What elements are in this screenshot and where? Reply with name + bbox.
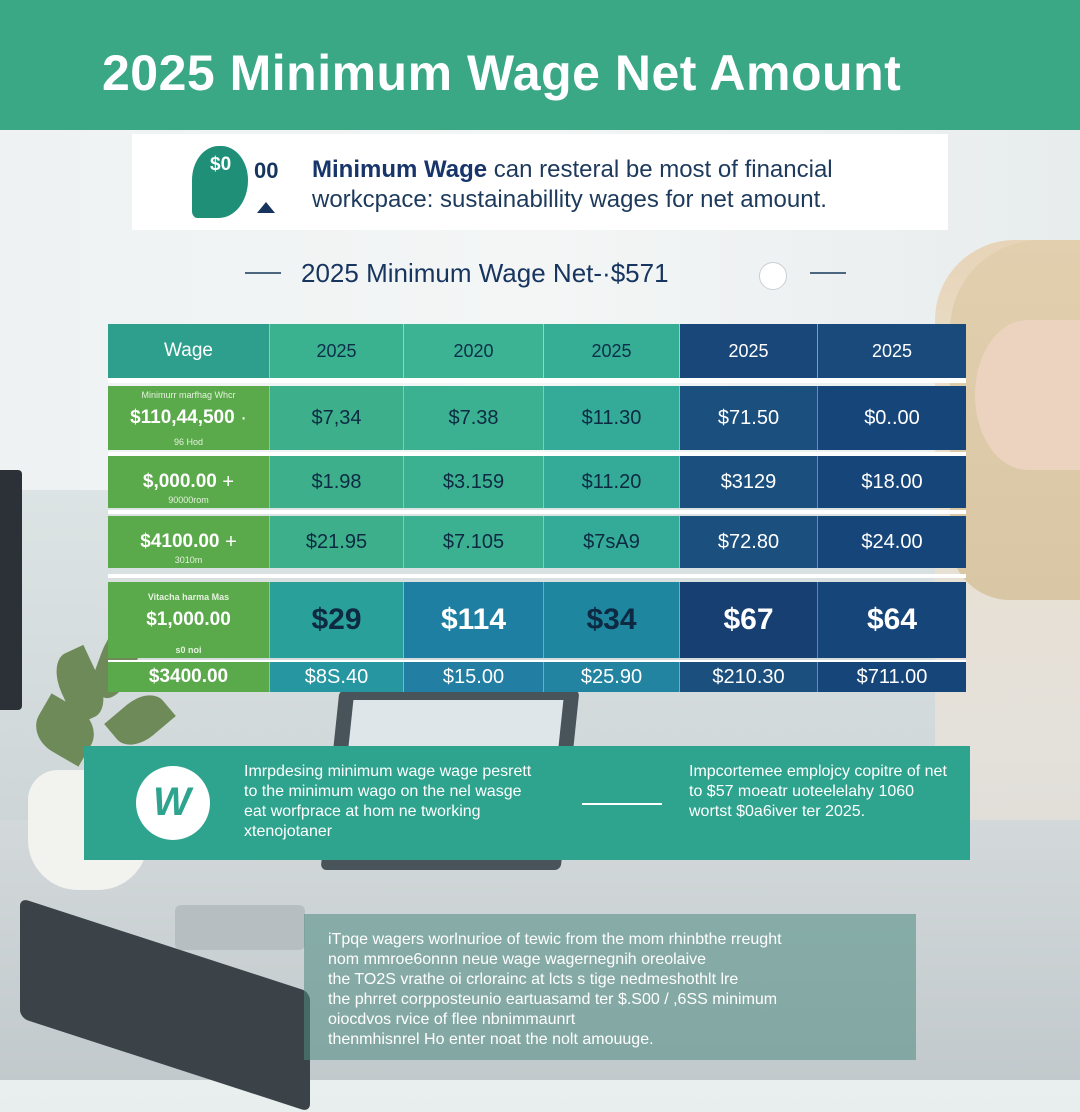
row-label: $110,44,500 [130, 407, 235, 428]
info-connector-line [582, 803, 662, 805]
subtitle-dash-left [245, 272, 281, 274]
row-label-suffix: + [225, 530, 237, 553]
subtitle-dash-right [810, 272, 846, 274]
wage-table [108, 324, 966, 692]
table-cell: $25.90 [544, 662, 680, 692]
table-cell: $24.00 [818, 516, 966, 568]
table-cell: $21.95 [270, 516, 404, 568]
table-cell: $3129 [680, 456, 818, 508]
row-label-caption: Minimurr marfhag Whcr [141, 390, 236, 400]
row-label-cell [108, 582, 270, 658]
intro-highlight: Minimum Wage [312, 156, 488, 183]
table-cell: $8S.40 [270, 662, 404, 692]
table-header-cell: 2025 [544, 324, 680, 378]
note-line: thenmhisnrel Ho enter noat the nolt amouuge. [328, 1031, 654, 1048]
subtitle: 2025 Minimum Wage Net-·$571 [301, 258, 669, 288]
table-header-cell: 2020 [404, 324, 544, 378]
table-cell: $72.80 [680, 516, 818, 568]
table-cell: $29 [270, 582, 404, 658]
table-cell: $7.38 [404, 386, 544, 450]
table-cell: $34 [544, 582, 680, 658]
table-cell: $18.00 [818, 456, 966, 508]
note-line: nom mmroe6onnn neue wage wagernegnih oreolaive [328, 951, 707, 968]
table-cell: $11.20 [544, 456, 680, 508]
table-row [108, 582, 966, 658]
row-label-cell [108, 456, 270, 508]
note-text [328, 930, 908, 1050]
row-label-caption: Vitacha harma Mas [147, 592, 230, 602]
plant-leaf [104, 685, 176, 754]
table-cell: $71.50 [680, 386, 818, 450]
intro-card [132, 134, 948, 230]
w-logo-glyph: W [153, 780, 191, 824]
background-monitor-stand [175, 905, 305, 950]
background-monitor [0, 470, 22, 710]
row-label-note: 90000rom [168, 495, 209, 505]
subtitle-row [245, 256, 845, 292]
title-banner [0, 0, 1080, 130]
row-divider [108, 510, 966, 514]
table-cell: $7sA9 [544, 516, 680, 568]
table-cell: $15.00 [404, 662, 544, 692]
logo-suffix: 00 [254, 158, 279, 183]
table-cell: $11.30 [544, 386, 680, 450]
table-header-cell: 2025 [818, 324, 966, 378]
table-cell: $7,34 [270, 386, 404, 450]
table-row [108, 456, 966, 508]
row-label-suffix: · [240, 406, 247, 429]
table-cell: $67 [680, 582, 818, 658]
row-label-note: s0 noi [175, 645, 202, 655]
bottom-note [304, 914, 916, 1060]
table-cell: $64 [818, 582, 966, 658]
table-row [108, 662, 966, 692]
row-label-cell [108, 516, 270, 568]
info-strip [84, 746, 970, 860]
table-header-row [108, 324, 966, 378]
table-header-cell: 2025 [270, 324, 404, 378]
table-cell: $0..00 [818, 386, 966, 450]
note-line: oiocdvos rvice of flee nbnimmaunrt [328, 1011, 576, 1028]
info-left-text: Imrpdesing minimum wage wage pesrett to the minimum wago on the nel wasge eat worfprace at hom ne tworking xtenojotaner [244, 763, 532, 840]
table-cell: $7.105 [404, 516, 544, 568]
row-label-suffix: + [222, 470, 235, 493]
row-label: $1,000.00 [146, 609, 231, 630]
background-face [975, 320, 1080, 470]
table-header-cell: 2025 [680, 324, 818, 378]
row-label-cell [108, 662, 270, 692]
logo-text: $0 [210, 154, 232, 175]
table-cell: $3.159 [404, 456, 544, 508]
note-line: iTpqe wagers worlnurioe of tewic from the mom rhinbthe rreught [328, 931, 782, 948]
row-label: $3400.00 [148, 666, 229, 687]
row-divider [108, 574, 966, 578]
page-title: 2025 Minimum Wage Net Amount [102, 45, 902, 101]
table-cell: $1.98 [270, 456, 404, 508]
row-label-note: 96 Hod [173, 437, 204, 447]
note-line: the phrret corpposteunio eartuasamd ter $.S00 / ,6SS minimum [328, 991, 778, 1008]
row-label: $,000.00 [142, 471, 217, 492]
header-divider [108, 378, 966, 383]
note-line: the TO2S vrathe oi crlorainc at lcts s tige nedmeshothlt lre [328, 971, 739, 988]
intro-line-2: workcpace: sustainabillity wages for net amount. [312, 186, 827, 213]
row-label-note: 3010m [174, 555, 203, 565]
w-logo-icon [136, 766, 210, 840]
subtitle-dot-icon [759, 262, 787, 290]
table-cell: $210.30 [680, 662, 818, 692]
row-label: $4100.00 [140, 531, 220, 552]
table-header-cell: Wage [108, 324, 270, 378]
info-right-text: Impcortemee emplojcy copitre of net to $57 moeatr uoteelelahy 1060 wortst $0a6iver ter 2025. [689, 763, 947, 820]
mountain-icon [257, 202, 275, 213]
row-label-cell [108, 386, 270, 450]
table-cell: $114 [404, 582, 544, 658]
table-cell: $711.00 [818, 662, 966, 692]
table-row [108, 386, 966, 450]
intro-line-1 [312, 156, 833, 184]
table-row [108, 516, 966, 568]
intro-line-1-rest: can resteral be most of financial [487, 156, 833, 183]
